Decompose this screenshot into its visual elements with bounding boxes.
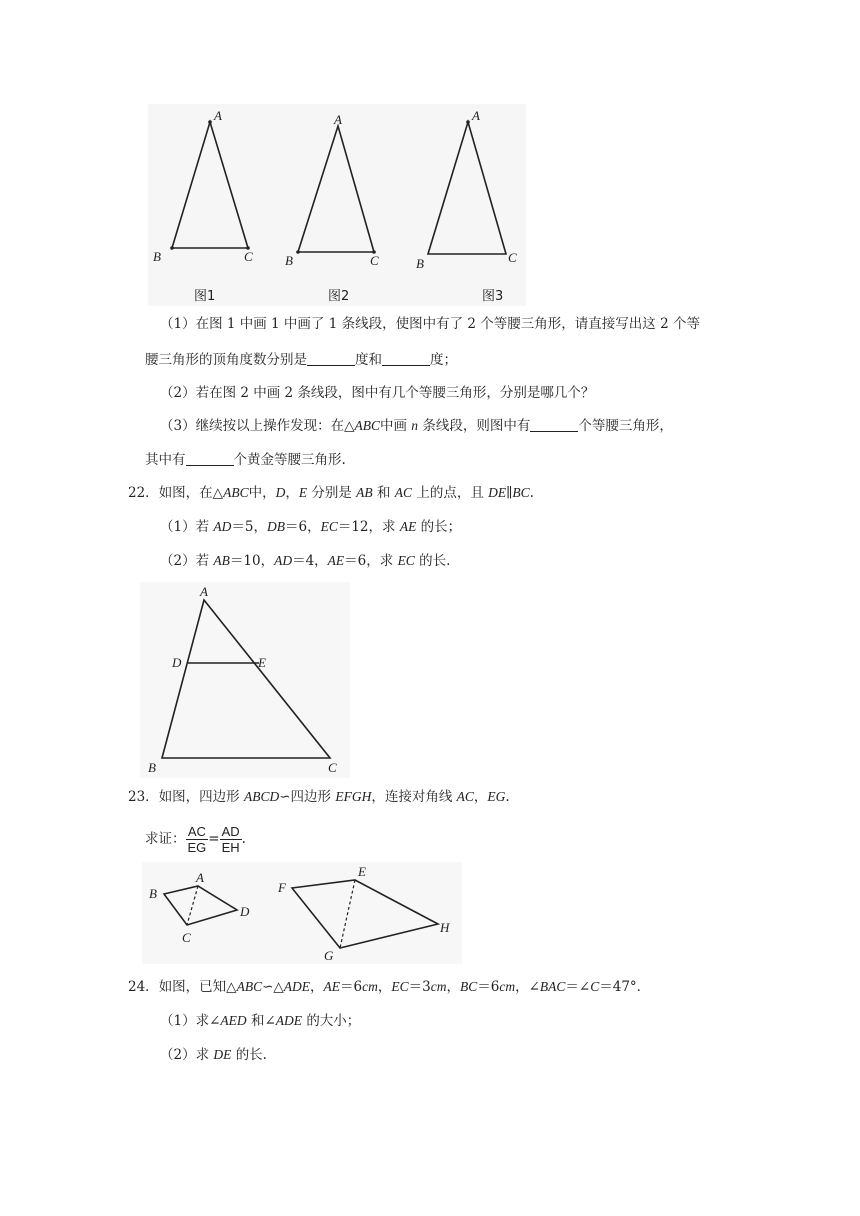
q21-part2: （2）若在图 2 中画 2 条线段，图中有几个等腰三角形，分别是哪几个？: [160, 385, 595, 401]
q22-stem: 22．如图，在△ABC中，D，E 分别是 AB 和 AC 上的点，且 DE∥BC.: [128, 485, 534, 501]
label-B-fig1: B: [153, 249, 161, 264]
label-E: E: [258, 655, 266, 670]
answer-blank: [186, 451, 234, 466]
label-D: D: [172, 655, 182, 670]
q21-part1-line2: 腰三角形的顶角度数分别是 度和 度；: [145, 352, 457, 368]
answer-blank: [382, 351, 430, 366]
figure-21-triangles: [148, 104, 526, 306]
caption-fig3: 图3: [482, 289, 504, 304]
fraction-ad-eh: $\frac{AD}{EH}$: [221, 824, 240, 855]
fraction-ac-eg: $\frac{AC}{EG}$: [187, 824, 207, 855]
label-C: C: [328, 760, 337, 775]
q21-part1-line1: （1）在图 1 中画 1 中画了 1 条线段，使图中有了 2 个等腰三角形，请直接写出这 2 个等: [160, 316, 700, 332]
q23-prove: 求证： $\frac{AC}{EG}$ = $\frac{AD}{EH}$ .: [145, 824, 246, 855]
q22-part2: （2）若 AB＝10，AD＝4，AE＝6，求 EC 的长.: [160, 553, 451, 569]
q21-part3-line1: （3）继续按以上操作发现：在△ABC中画 n 条线段，则图中有 个等腰三角形，: [160, 418, 673, 434]
q23-stem: 23．如图，四边形 ABCD∽四边形 EFGH，连接对角线 AC，EG.: [128, 789, 510, 805]
label-A-fig3: A: [472, 108, 480, 123]
label-B-fig3: B: [416, 256, 424, 271]
label-D: D: [240, 904, 250, 919]
label-A: A: [200, 584, 208, 599]
label-E: E: [358, 864, 366, 879]
label-C-fig3: C: [508, 250, 517, 265]
q22-part1: （1）若 AD＝5，DB＝6，EC＝12，求 AE 的长；: [160, 519, 462, 535]
label-A: A: [196, 870, 204, 885]
label-A-fig2: A: [334, 112, 342, 127]
label-C-fig2: C: [370, 253, 379, 268]
answer-blank: [307, 351, 355, 366]
answer-blank: [530, 417, 578, 432]
figure-23-similar-quadrilaterals: [142, 862, 462, 964]
q24-part1: （1）求∠AED 和∠ADE 的大小；: [160, 1013, 361, 1029]
label-H: H: [440, 920, 450, 935]
label-B-fig2: B: [285, 253, 293, 268]
caption-fig2: 图2: [328, 289, 350, 304]
q24-part2: （2）求 DE 的长.: [160, 1047, 267, 1063]
label-C-fig1: C: [244, 249, 253, 264]
label-B: B: [149, 886, 157, 901]
q24-stem: 24．如图，已知△ABC∽△ADE，AE＝6cm，EC＝3cm，BC＝6cm，∠BAC＝∠C＝47°．: [128, 979, 651, 995]
caption-fig1: 图1: [194, 289, 216, 304]
figure-22-triangle-parallel: [140, 582, 350, 778]
label-G: G: [324, 948, 334, 963]
label-C: C: [182, 930, 191, 945]
label-A-fig1: A: [214, 108, 222, 123]
label-B: B: [148, 760, 156, 775]
label-F: F: [278, 880, 286, 895]
q21-part3-line2: 其中有 个黄金等腰三角形.: [145, 452, 346, 468]
